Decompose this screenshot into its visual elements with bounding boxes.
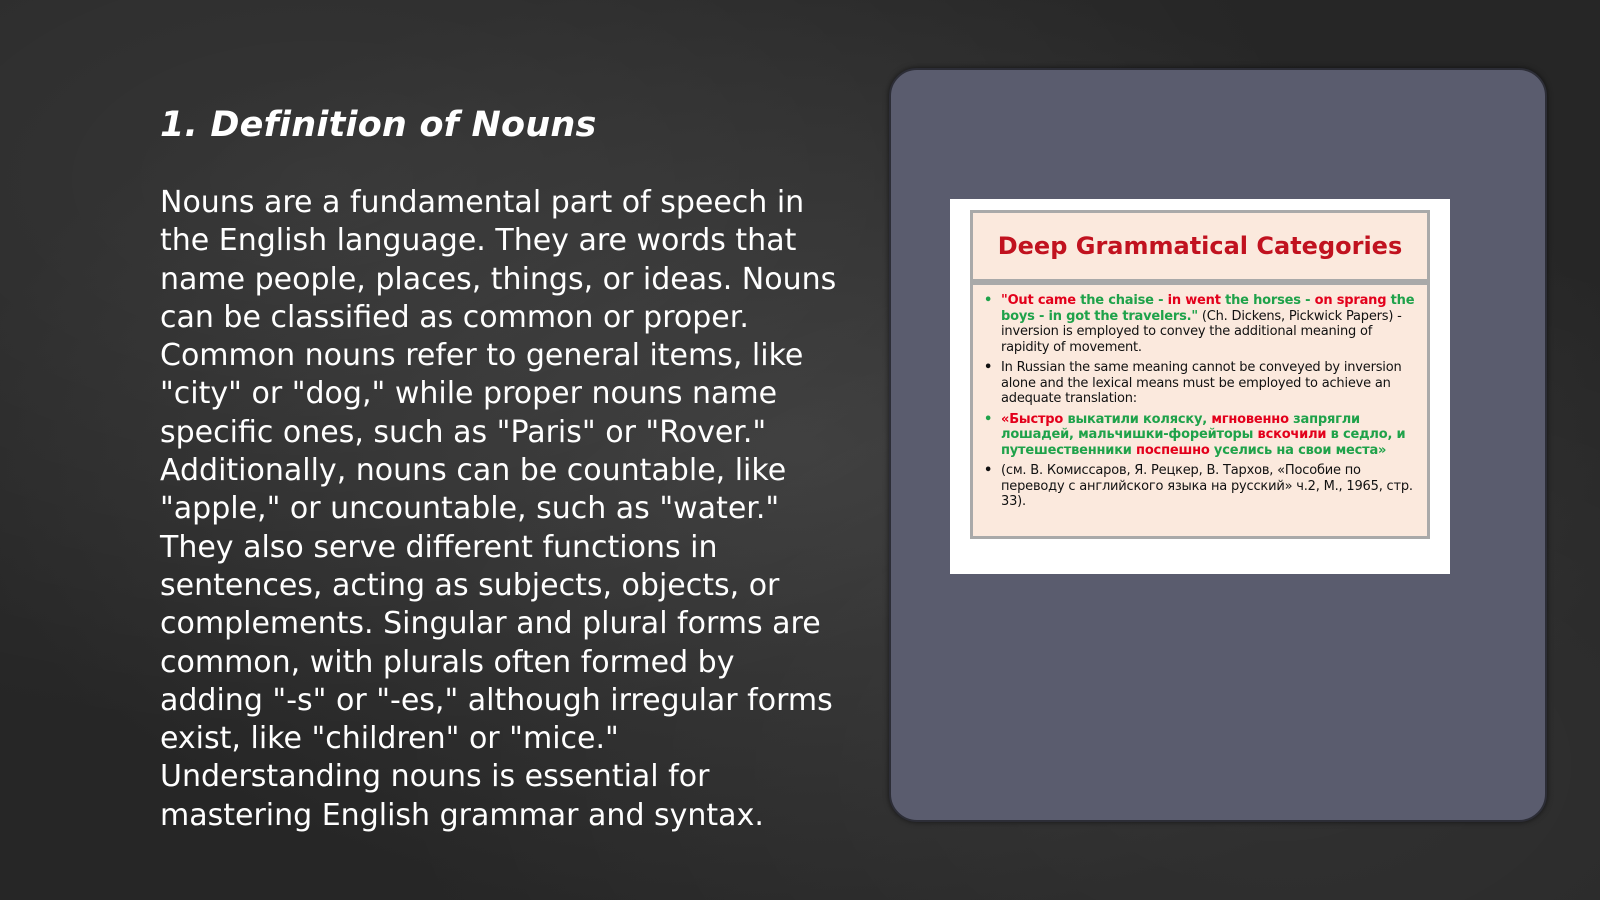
translation-segment: выкатили коляску, [1063,411,1212,427]
bullet-marker: • [984,293,993,308]
quote-segment: the boys - in got the travelers." [1001,293,1415,324]
bullet-marker: • [984,411,993,427]
quote-segment: "Out came [1001,293,1076,308]
quote-segment: the horses - [1220,293,1315,308]
bullet-marker: • [984,463,993,478]
embedded-slide-title: Deep Grammatical Categories [997,232,1403,260]
list-item [981,412,1419,459]
slide-title: 1. Definition of Nouns [160,105,597,145]
translation-segment: уселись на свои места» [1209,442,1387,458]
list-item-text: In Russian the same meaning cannot be conveyed by inversion alone and the lexical means must be employed to achieve an adequate translation: [1001,360,1402,406]
bullet-marker: • [984,360,993,375]
translation-segment: «Быстро [1001,411,1064,427]
embedded-slide-frame [970,210,1430,539]
quote-segment: in went [1167,293,1221,308]
body-paragraph: Nouns are a fundamental part of speech in the English language. They are words that name people, places, things, or ideas. Nouns can be classified as common or proper. Common nouns refer to general items, like "city" or "dog," while proper nouns name specific ones, such as "Paris" or "Rover." Additionally, nouns can be countable, like "apple," or uncountable, such as "water." They also serve different functions in sentences, acting as subjects, objects, or complements. Singular and plural forms are common, with plurals often formed by adding "-s" or "-es," although irregular forms exist, like "children" or "mice." Understanding nouns is essential for mastering English grammar and syntax. [160,185,837,833]
quote-segment: on sprang [1314,293,1387,308]
translation-segment: запрягли лошадей, мальчишки-форейторы [1001,411,1360,442]
list-item-text: (см. В. Комиссаров, Я. Рецкер, В. Тархов, «Пособие по переводу с английского языка на русский» ч.2, М., 1965, стр. 33). [1001,463,1413,509]
quote-segment: the chaise - [1075,293,1168,308]
translation-segment: в седло, и путешественники [1001,427,1406,458]
translation-segment: мгновенно [1211,411,1289,427]
list-item [981,463,1419,510]
citation-text: (Ch. Dickens, Pickwick Papers) - inversion is employed to convey the additional meaning of rapidity of movement. [1001,308,1402,355]
embedded-slide-image [950,199,1450,574]
embedded-bullet-list [973,285,1427,510]
list-item [981,360,1419,407]
embedded-slide-header [973,213,1427,285]
list-item [981,293,1419,355]
translation-segment: поспешно [1136,442,1210,458]
translation-segment: вскочили [1257,427,1327,442]
